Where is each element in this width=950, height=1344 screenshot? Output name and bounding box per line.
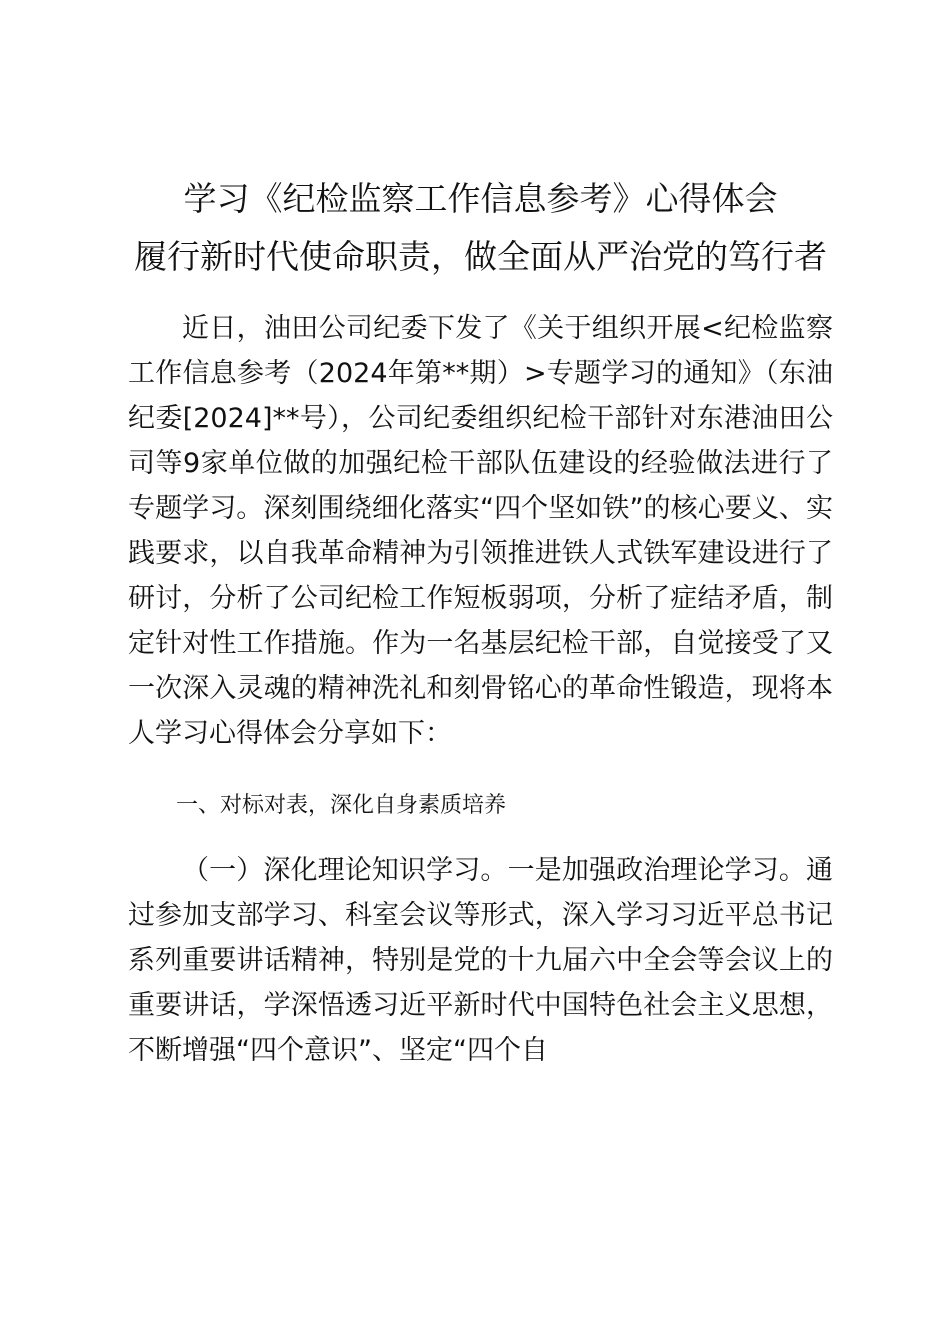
section-heading: 一、对标对表，深化自身素质培养	[176, 793, 507, 818]
intro-paragraph: 近日，油田公司纪委下发了《关于组织开展<纪检监察工作信息参考（2024年第**期）>专题学习的通知》（东油纪委[2024]**号），公司纪委组织纪检干部针对东港油田公司等9家单位做的加强纪检干部队伍建设的经验做法进行了专题学习。深刻围绕细化落实“四个坚如铁”的核心要义、实践要求，以自我革命精神为引领推进铁人式铁军建设进行了研讨，分析了公司纪检工作短板弱项，分析了症结矛盾，制定针对性工作措施。作为一名基层纪检干部，自觉接受了又一次深入灵魂的精神洗礼和刻骨铭心的革命性锻造，现将本人学习心得体会分享如下：	[128, 313, 833, 749]
document-body	[128, 170, 833, 1073]
document-subtitle: 履行新时代使命职责，做全面从严治党的笃行者	[134, 237, 827, 276]
section-paragraph: （一）深化理论知识学习。一是加强政治理论学习。通过参加支部学习、科室会议等形式，深入学习习近平总书记系列重要讲话精神，特别是党的十九届六中全会等会议上的重要讲话，学深悟透习近平新时代中国特色社会主义思想，不断增强“四个意识”、坚定“四个自	[128, 855, 833, 1066]
document-title: 学习《纪检监察工作信息参考》心得体会	[183, 179, 778, 218]
